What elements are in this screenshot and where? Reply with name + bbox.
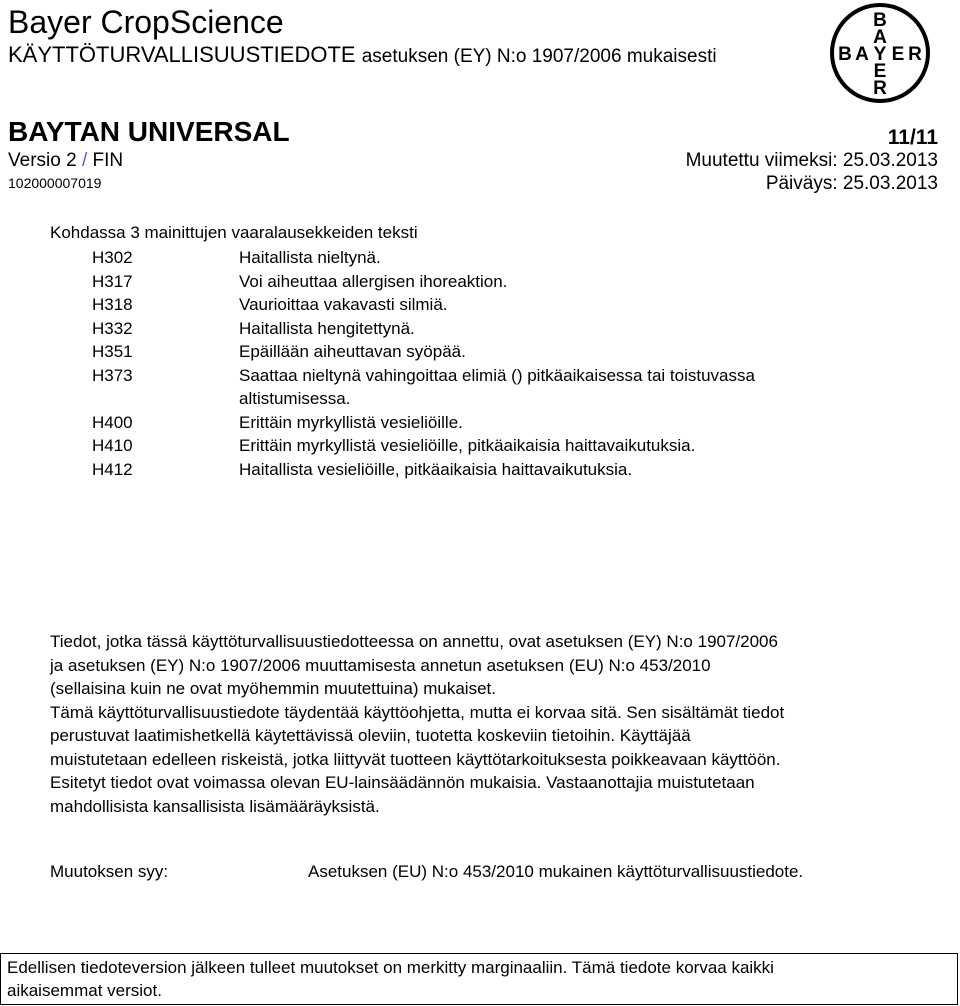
paragraph-line: Tämä käyttöturvallisuustiedote täydentää käyttöohjetta, mutta ei korvaa sitä. Sen sisältämät tiedot: [50, 702, 785, 722]
hazard-code: H400: [92, 412, 133, 432]
hazard-code: H410: [92, 436, 133, 455]
hazard-row: [92, 246, 912, 270]
hazard-code: H318: [92, 295, 133, 314]
hazard-row-continuation: [92, 387, 912, 411]
hazard-text: Voi aiheuttaa allergisen ihoreaktion.: [239, 271, 508, 291]
hazard-row: [92, 434, 912, 458]
hazard-row: [92, 340, 912, 364]
last-modified-date: Muutettu viimeksi: 25.03.2013: [685, 150, 938, 171]
hazard-section-title: Kohdassa 3 mainittujen vaaralausekkeiden teksti: [50, 223, 418, 242]
paragraph-line: Tiedot, jotka tässä käyttöturvallisuustiedotteessa on annettu, ovat asetuksen (EY) N:o 1907/2006: [50, 632, 778, 651]
product-number: 102000007019: [8, 175, 102, 191]
document-type-title: KÄYTTÖTURVALLISUUSTIEDOTE: [8, 42, 356, 67]
hazard-code: H351: [92, 342, 133, 361]
hazard-row: [92, 270, 912, 294]
footer-line: aikaisemmat versiot.: [7, 981, 162, 1000]
legal-info-paragraph: [50, 630, 940, 818]
paragraph-line: ja asetuksen (EY) N:o 1907/2006 muuttamisesta annetun asetuksen (EU) N:o 453/2010: [50, 655, 711, 675]
logo-letter: B: [838, 44, 852, 65]
hazard-text: Haitallista vesieliöille, pitkäaikaisia haittavaikutuksia.: [239, 459, 633, 479]
hazard-text: Saattaa nieltynä vahingoittaa elimiä () pitkäaikaisessa tai toistuvassa: [239, 365, 755, 385]
paragraph-line: perustuvat laatimishetkellä käytettävissä oleviin, tuotetta koskeviin tietoihin. Käyttäjää: [50, 726, 691, 745]
paragraph-line: (sellaisina kuin ne ovat myöhemmin muutettuina) mukaiset.: [50, 679, 496, 698]
hazard-code-empty: [92, 387, 239, 411]
document-type: [8, 42, 717, 70]
hazard-code: H302: [92, 248, 133, 267]
version-info: [8, 150, 123, 172]
change-reason-text: Asetuksen (EU) N:o 453/2010 mukainen käyttöturvallisuustiedote.: [308, 862, 804, 881]
logo-letter: R: [873, 78, 887, 99]
page-number: 11/11: [887, 126, 938, 149]
hazard-text: Haitallista nieltynä.: [239, 248, 381, 267]
hazard-row: [92, 411, 912, 435]
document-type-subtitle: asetuksen (EY) N:o 1907/2006 mukaisesti: [361, 46, 717, 67]
hazard-code: H412: [92, 459, 133, 479]
hazard-text: Epäillään aiheuttavan syöpää.: [239, 342, 466, 361]
logo-letter: B: [873, 10, 887, 31]
hazard-list: [92, 246, 912, 481]
version-separator: /: [81, 150, 88, 171]
logo-letter: A: [855, 44, 869, 65]
product-name: BAYTAN UNIVERSAL: [8, 116, 290, 147]
footer-notice-box: [0, 953, 958, 1005]
hazard-code: H373: [92, 365, 133, 385]
company-name: Bayer CropScience: [8, 4, 284, 40]
hazard-code: H332: [92, 318, 133, 338]
hazard-row: [92, 364, 912, 388]
bayer-logo: [829, 2, 931, 104]
hazard-row: [92, 293, 912, 317]
hazard-text: Haitallista hengitettynä.: [239, 318, 415, 338]
logo-letter: A: [873, 27, 887, 48]
hazard-text-continuation: altistumisessa.: [239, 389, 351, 408]
version-label: Versio 2: [8, 150, 77, 171]
footer-line: Edellisen tiedoteversion jälkeen tulleet muutokset on merkitty marginaaliin. Tämä tiedote korvaa kaikki: [7, 958, 774, 977]
version-language: FIN: [92, 150, 124, 171]
document-date: Päiväys: 25.03.2013: [765, 173, 938, 194]
change-reason-label: Muutoksen syy:: [50, 862, 169, 881]
hazard-code: H317: [92, 271, 133, 291]
logo-letter: Y: [873, 44, 887, 65]
hazard-text: Vaurioittaa vakavasti silmiä.: [239, 295, 448, 314]
logo-letter: R: [908, 44, 922, 65]
logo-letter: E: [873, 61, 887, 82]
paragraph-line: Esitetyt tiedot ovat voimassa olevan EU-lainsäädännön mukaisia. Vastaanottajia muistutetaan: [50, 773, 755, 792]
paragraph-line: mahdollisista kansallisista lisämääräyksistä.: [50, 796, 380, 816]
logo-letter: E: [891, 44, 905, 65]
hazard-row: [92, 317, 912, 341]
hazard-row: [92, 458, 912, 482]
paragraph-line: muistutetaan edelleen riskeistä, jotka liittyvät tuotteen käyttötarkoituksesta poikkeavaan käyttöön.: [50, 749, 781, 769]
hazard-text: Erittäin myrkyllistä vesieliöille.: [239, 412, 463, 432]
hazard-text: Erittäin myrkyllistä vesieliöille, pitkäaikaisia haittavaikutuksia.: [239, 436, 696, 455]
